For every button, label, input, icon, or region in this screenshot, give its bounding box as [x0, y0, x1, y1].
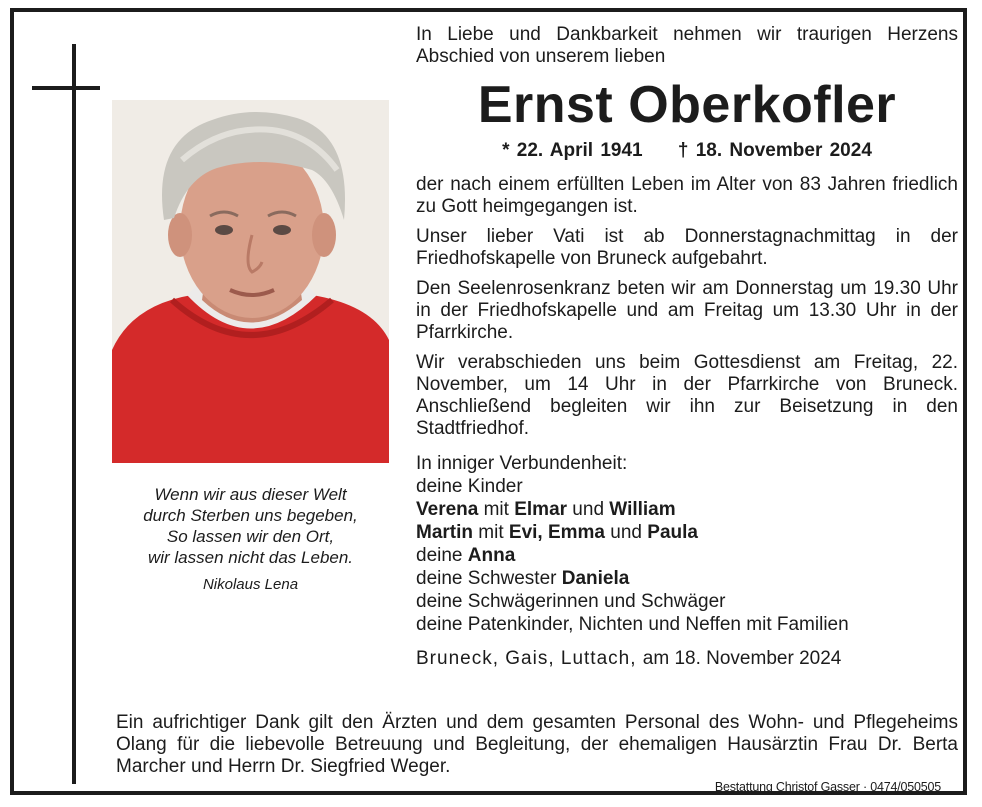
mourner-line: deine Patenkinder, Nichten und Neffen mit Familien [416, 614, 849, 635]
obituary-text [416, 24, 958, 670]
life-dates [416, 140, 958, 162]
mourner-line: deine Anna [416, 545, 516, 566]
death-date: † 18. November 2024 [677, 140, 872, 161]
paragraph: der nach einem erfüllten Leben im Alter von 83 Jahren friedlich zu Gott heimgegangen ist. [416, 174, 958, 217]
deceased-name: Ernst Oberkofler [477, 76, 897, 134]
obituary-frame [10, 8, 967, 795]
cross-icon-bar [32, 86, 100, 90]
poem-line: Wenn wir aus dieser Welt [154, 485, 347, 504]
mourner-line: deine Kinder [416, 476, 523, 497]
mourner-line: Verena mit Elmar und William [416, 499, 676, 520]
mourners-list [416, 452, 958, 636]
mourner-line: Martin mit Evi, Emma und Paula [416, 522, 698, 543]
cross-icon [72, 44, 76, 784]
paragraph: Unser lieber Vati ist ab Donnerstagnachmittag in der Friedhofskapelle von Bruneck aufgebahrt. [416, 226, 958, 269]
place-names: Bruneck, Gais, Luttach, [416, 648, 637, 669]
poem-line: So lassen wir den Ort, [166, 527, 335, 546]
birth-date: * 22. April 1941 [502, 140, 643, 161]
portrait-photo [112, 100, 389, 463]
paragraph: Den Seelenrosenkranz beten wir am Donnerstag um 19.30 Uhr in der Friedhofskapelle und am Freitag um 13.30 Uhr in der Pfarrkirche. [416, 278, 958, 343]
mourner-line: deine Schwester Daniela [416, 568, 630, 589]
paragraph: Wir verabschieden uns beim Gottesdienst am Freitag, 22. November, um 14 Uhr in der Pfarrkirche von Bruneck. Anschließend begleiten wir ihn zur Beisetzung in den Stadtfriedhof. [416, 352, 958, 439]
poem-line: wir lassen nicht das Leben. [147, 548, 354, 567]
place-date-line [416, 648, 958, 670]
intro-text: In Liebe und Dankbarkeit nehmen wir traurigen Herzens Abschied von unserem lieben [416, 24, 958, 67]
thanks-text: Ein aufrichtiger Dank gilt den Ärzten und dem gesamten Personal des Wohn- und Pflegeheims Olang für die liebevolle Betreuung und Begleitung, der ehemaligen Hausärztin Frau Dr. Berta Marcher und Herrn Dr. Siegfried Weger. [116, 712, 958, 777]
poem-block [112, 484, 389, 595]
mourner-line: In inniger Verbundenheit: [416, 453, 628, 474]
funeral-home-credit: Bestattung Christof Gasser · 0474/050505 [714, 780, 941, 794]
poem-author: Nikolaus Lena [202, 576, 299, 593]
place-date: am 18. November 2024 [642, 648, 842, 669]
poem-line: durch Sterben uns begeben, [143, 506, 358, 525]
mourner-line: deine Schwägerinnen und Schwäger [416, 591, 726, 612]
